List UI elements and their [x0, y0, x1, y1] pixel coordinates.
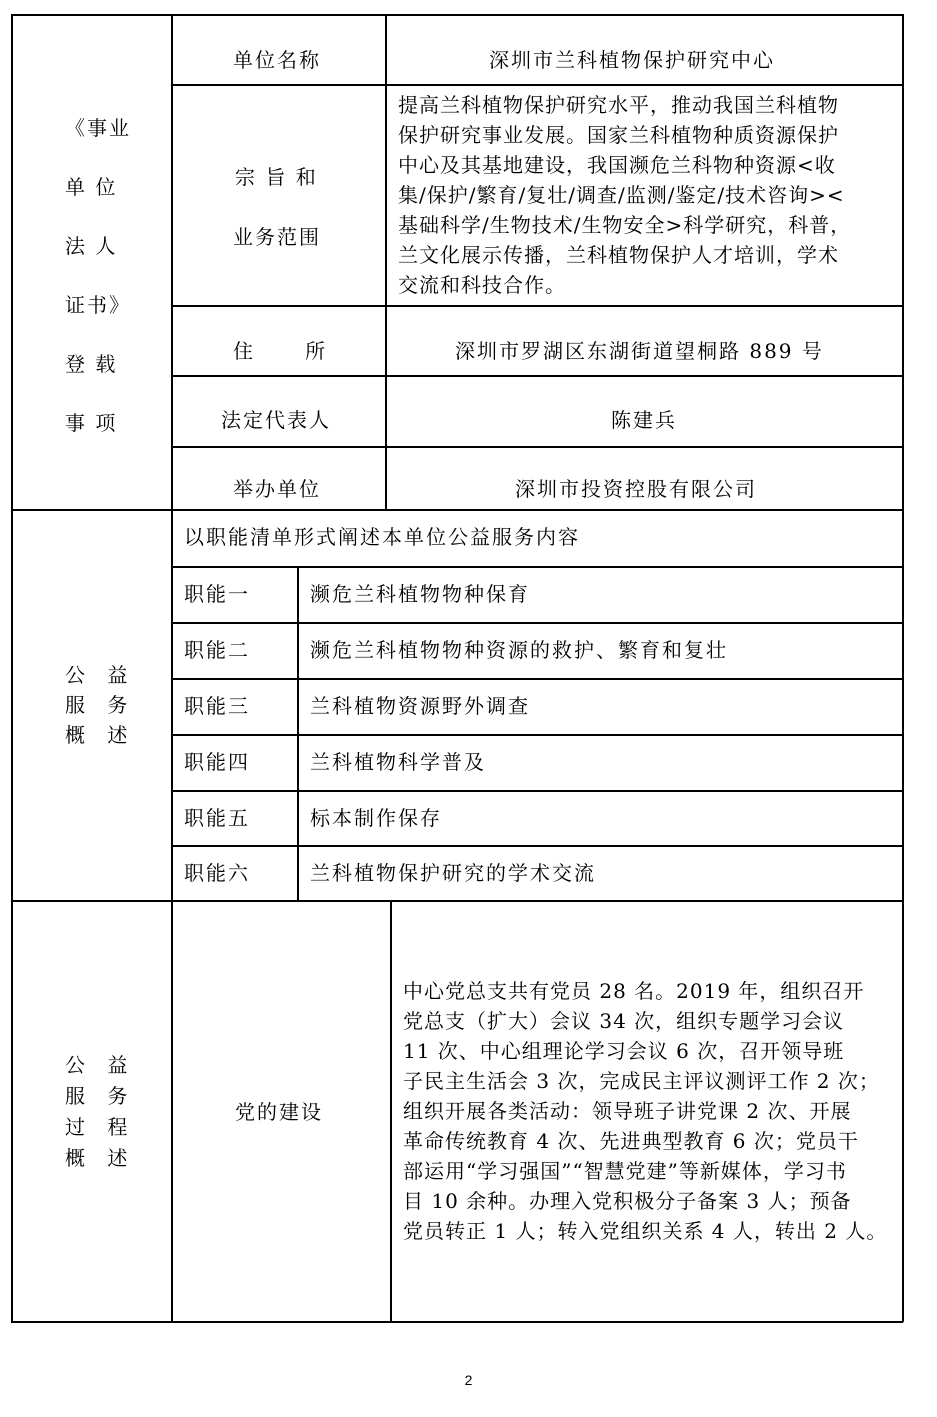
text-line: 目 10 余种。办理入党积极分子备案 3 人；预备: [403, 1189, 852, 1213]
text-line: 党总支（扩大）会议 34 次，组织专题学习会议: [403, 1009, 845, 1033]
sponsor-label: 举办单位: [233, 477, 321, 501]
text-line: 中心党总支共有党员 28 名。2019 年，组织召开: [403, 979, 865, 1003]
function-label: 职能六: [184, 861, 250, 885]
side-label-line: 服 务: [65, 693, 136, 717]
purpose-scope-value: [398, 90, 894, 300]
function-label: 职能一: [184, 582, 250, 606]
side-label-line: 法 人: [65, 234, 118, 258]
purpose-scope-label-line: 宗 旨 和: [235, 165, 318, 189]
legal-rep-label: 法定代表人: [221, 408, 331, 432]
function-value: 标本制作保存: [310, 806, 442, 830]
side-label-line: 服 务: [65, 1084, 136, 1108]
side-label-line: 证书》: [65, 293, 131, 317]
unit-name-value: 深圳市兰科植物保护研究中心: [489, 48, 775, 72]
side-label-line: 过 程: [65, 1115, 136, 1139]
text-line: 中心及其基地建设，我国濒危兰科物种资源<收: [398, 153, 836, 177]
side-label-line: 《事业: [65, 116, 131, 140]
address-value: 深圳市罗湖区东湖街道望桐路 889 号: [455, 339, 824, 363]
function-value: 兰科植物科学普及: [310, 750, 486, 774]
function-label: 职能五: [184, 806, 250, 830]
side-label-line: 单 位: [65, 175, 118, 199]
purpose-scope-label-line: 业务范围: [233, 225, 321, 249]
unit-name-label: 单位名称: [233, 48, 321, 72]
text-line: 提高兰科植物保护研究水平，推动我国兰科植物: [398, 93, 839, 117]
text-line: 革命传统教育 4 次、先进典型教育 6 次；党员干: [403, 1129, 859, 1153]
side-label-line: 登 载: [65, 352, 118, 376]
text-line: 11 次、中心组理论学习会议 6 次，召开领导班: [403, 1039, 845, 1063]
party-building-content: [403, 976, 895, 1246]
text-line: 部运用“学习强国”“智慧党建”等新媒体，学习书: [403, 1159, 847, 1183]
function-value: 兰科植物资源野外调查: [310, 694, 530, 718]
address-label: 住 所: [233, 339, 328, 363]
text-line: 兰文化展示传播，兰科植物保护人才培训，学术: [398, 243, 839, 267]
sponsor-value: 深圳市投资控股有限公司: [515, 477, 757, 501]
text-line: 组织开展各类活动：领导班子讲党课 2 次、开展: [403, 1099, 852, 1123]
side-label-line: 概 述: [65, 1146, 136, 1170]
function-value: 濒危兰科植物物种资源的救护、繁育和复壮: [310, 638, 728, 662]
function-label: 职能四: [184, 750, 250, 774]
side-label-line: 公 益: [65, 1053, 136, 1077]
text-line: 集/保护/繁育/复壮/调查/监测/鉴定/技术咨询><: [398, 183, 845, 207]
text-line: 基础科学/生物技术/生物安全>科学研究，科普，: [398, 213, 852, 237]
text-line: 子民主生活会 3 次，完成民主评议测评工作 2 次；: [403, 1069, 880, 1093]
function-value: 兰科植物保护研究的学术交流: [310, 861, 596, 885]
text-line: 交流和科技合作。: [398, 273, 566, 297]
page-number: 2: [464, 1372, 473, 1388]
party-building-label: 党的建设: [235, 1100, 323, 1124]
text-line: 保护研究事业发展。国家兰科植物种质资源保护: [398, 123, 839, 147]
function-value: 濒危兰科植物物种保育: [310, 582, 530, 606]
legal-rep-value: 陈建兵: [611, 408, 677, 432]
side-label-line: 事 项: [65, 411, 118, 435]
function-label: 职能三: [184, 694, 250, 718]
function-label: 职能二: [184, 638, 250, 662]
side-label-line: 概 述: [65, 723, 136, 747]
text-line: 党员转正 1 人；转入党组织关系 4 人，转出 2 人。: [403, 1219, 888, 1243]
side-label-line: 公 益: [65, 663, 136, 687]
functions-intro: 以职能清单形式阐述本单位公益服务内容: [184, 525, 580, 549]
